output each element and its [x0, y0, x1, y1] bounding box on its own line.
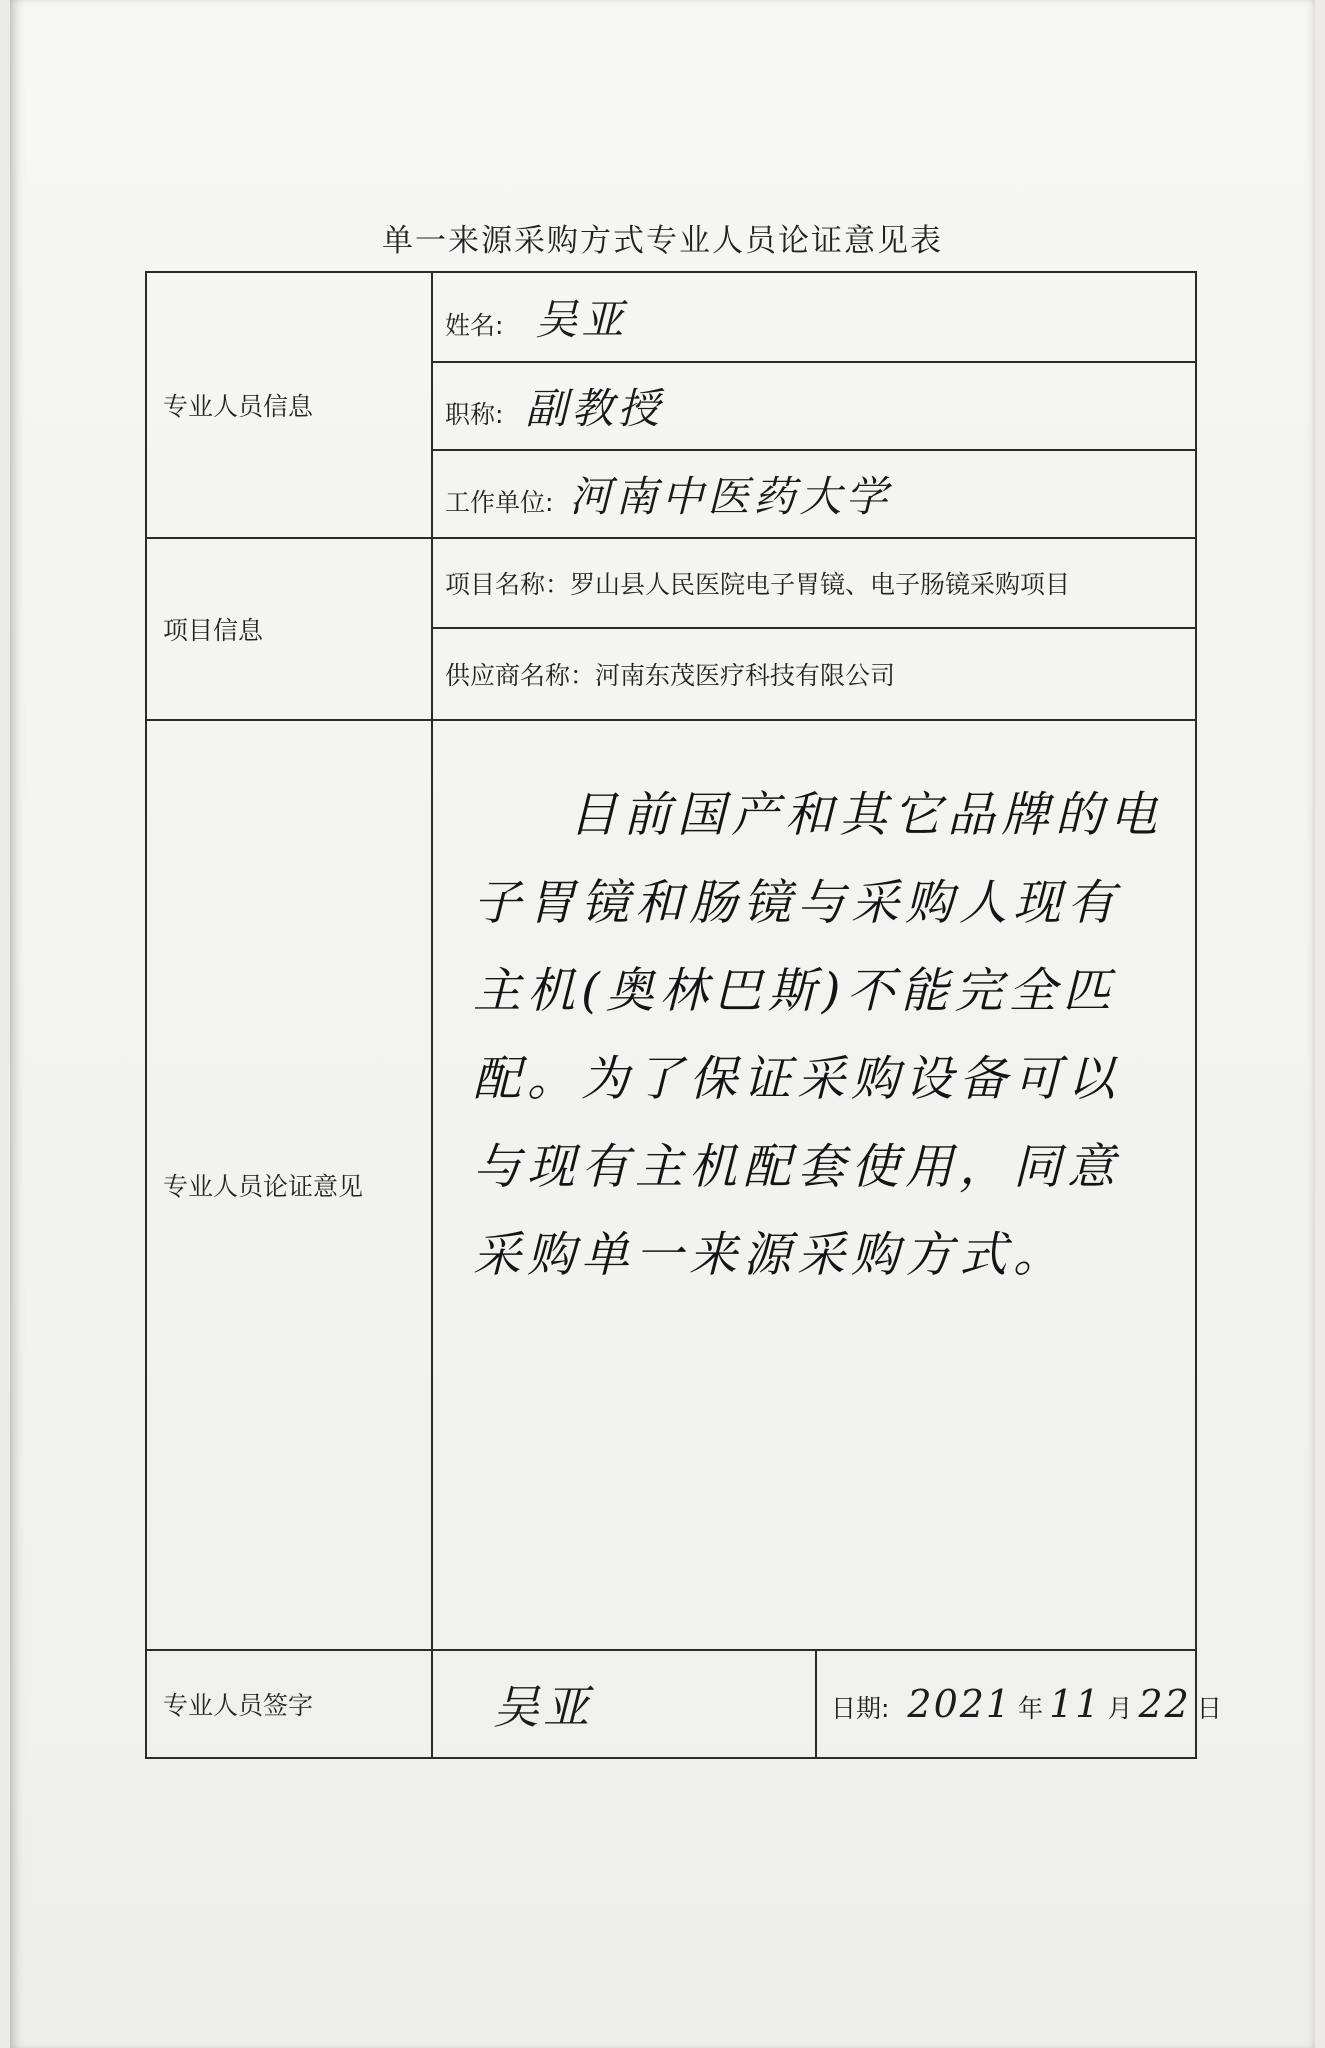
opinion-form-table: [145, 271, 1222, 1759]
project-info-label: 项目信息: [146, 538, 432, 720]
signature-label: 专业人员签字: [146, 1650, 432, 1758]
job-title-handwritten: 副教授: [525, 384, 664, 433]
supplier-name-field: 供应商名称：河南东茂医疗科技有限公司: [432, 628, 1196, 720]
date-day: 22: [1138, 1682, 1191, 1726]
expert-info-label: 专业人员信息: [146, 272, 432, 538]
date-field: [816, 1650, 1222, 1758]
name-field: [432, 272, 1196, 362]
name-handwritten: 吴亚: [535, 295, 628, 344]
job-title-field: [432, 362, 1196, 450]
workplace-handwritten: 河南中医药大学: [569, 472, 892, 521]
date-day-unit: 日: [1196, 1694, 1222, 1723]
name-label: 姓名:: [445, 311, 504, 340]
job-title-label: 职称:: [445, 400, 504, 429]
date-year: 2021: [907, 1682, 1013, 1726]
form-title: 单一来源采购方式专业人员论证意见表: [382, 223, 943, 259]
workplace-field: [432, 450, 1196, 538]
opinion-label: 专业人员论证意见: [146, 720, 432, 1650]
project-name-field: 项目名称：罗山县人民医院电子胃镜、电子肠镜采购项目: [432, 538, 1196, 628]
opinion-handwritten-text: 目前国产和其它品牌的电子胃镜和肠镜与采购人现有主机(奥林巴斯)不能完全匹配。为了保证采购设备可以与现有主机配套使用，同意采购单一来源采购方式。: [432, 720, 1196, 1650]
date-month-unit: 月: [1107, 1694, 1133, 1723]
date-month: 11: [1049, 1682, 1102, 1726]
workplace-label: 工作单位:: [445, 488, 554, 517]
date-year-unit: 年: [1018, 1694, 1044, 1723]
signature-handwritten: 吴亚: [432, 1650, 816, 1758]
date-label: 日期:: [831, 1694, 890, 1723]
